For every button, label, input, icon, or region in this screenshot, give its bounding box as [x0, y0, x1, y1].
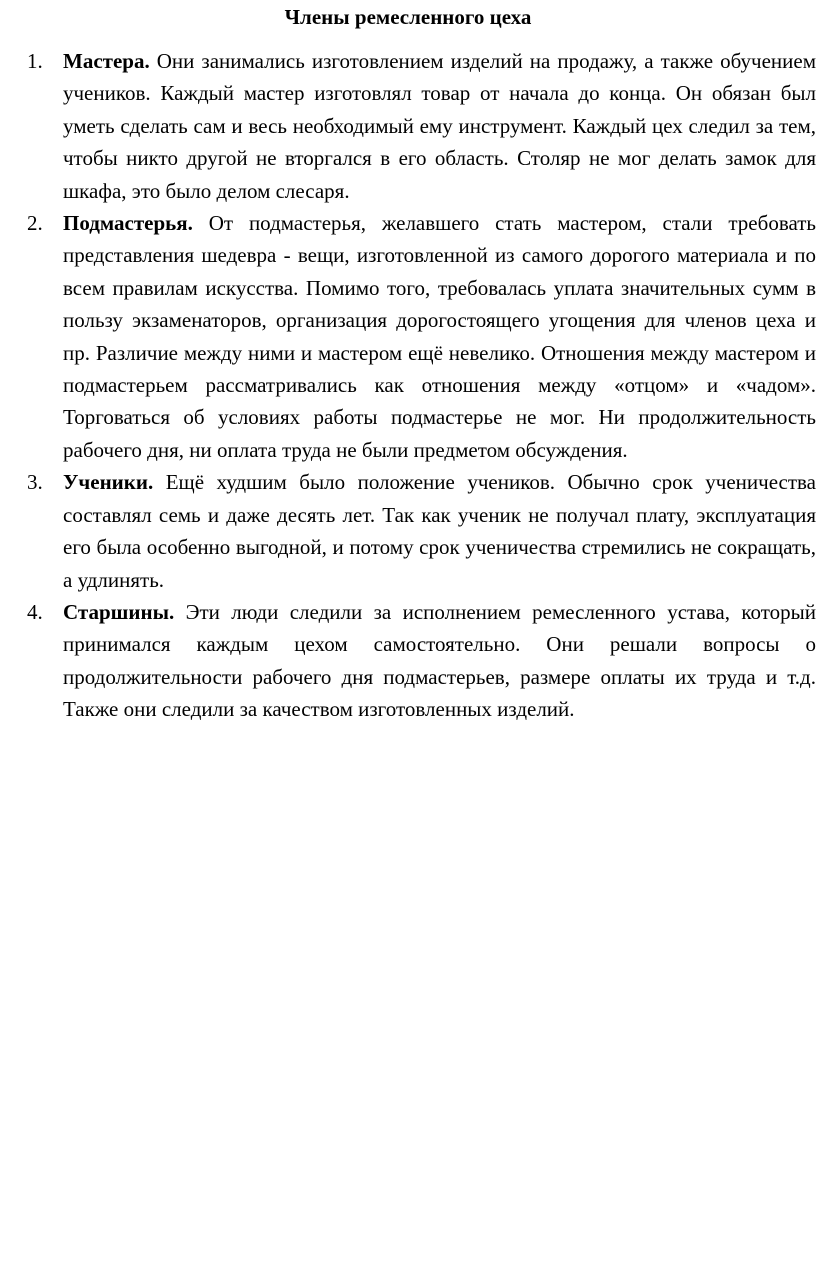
list-item-term: Старшины.	[63, 599, 186, 624]
list-item-number: 3.	[27, 470, 43, 495]
list-item-text: Они занимались изготовлением изделий на продажу, а также обучением учеников. Каждый мастер изготовлял товар от начала до конца. Он обязан был уметь сделать сам и весь необходимый ему инструмент. Каждый цех следил за тем, чтобы никто другой не вторгался в его область. Столяр не мог делать замок для шкафа, это было делом слесаря.	[63, 49, 816, 203]
list-item-text: Ещё худшим было положение учеников. Обычно срок ученичества составлял семь и даже десять лет. Так как ученик не получал плату, эксплуатация его была особенно выгодной, и потому срок ученичества стремились не сокращать, а удлинять.	[63, 470, 816, 592]
page-title: Члены ремесленного цеха	[284, 5, 532, 29]
list-item-term: Мастера.	[63, 49, 157, 73]
member-list	[27, 45, 816, 726]
list-item-apprentices	[27, 466, 816, 596]
list-item-text: От подмастерья, желавшего стать мастером, стали требовать представления шедевра - вещи, изготовленной из самого дорогого материала и по всем правилам искусства. Помимо того, требовалась уплата значительных сумм в пользу экзаменаторов, организация дорогостоящего угощения для членов цеха и пр. Различие между ними и мастером ещё невелико. Отношения между мастером и подмастерьем рассматривались как отношения между «отцом» и «чадом». Торговаться об условиях работы подмастерье не мог. Ни продолжительность рабочего дня, ни оплата труда не были предметом обсуждения.	[63, 211, 816, 462]
list-item-number: 4.	[27, 599, 43, 624]
list-item-masters	[27, 45, 816, 207]
list-item-journeymen	[27, 207, 816, 466]
list-item-number: 2.	[27, 211, 43, 236]
list-item-text: Эти люди следили за исполнением ремесленного устава, который принимался каждым цехом самостоятельно. Они решали вопросы о продолжительности рабочего дня подмастерьев, размере оплаты их труда и т.д. Также они следили за качеством изготовленных изделий.	[63, 599, 816, 722]
list-item-elders	[27, 596, 816, 726]
list-item-term: Ученики.	[63, 470, 166, 495]
list-item-term: Подмастерья.	[63, 211, 209, 236]
list-item-number: 1.	[27, 49, 43, 73]
